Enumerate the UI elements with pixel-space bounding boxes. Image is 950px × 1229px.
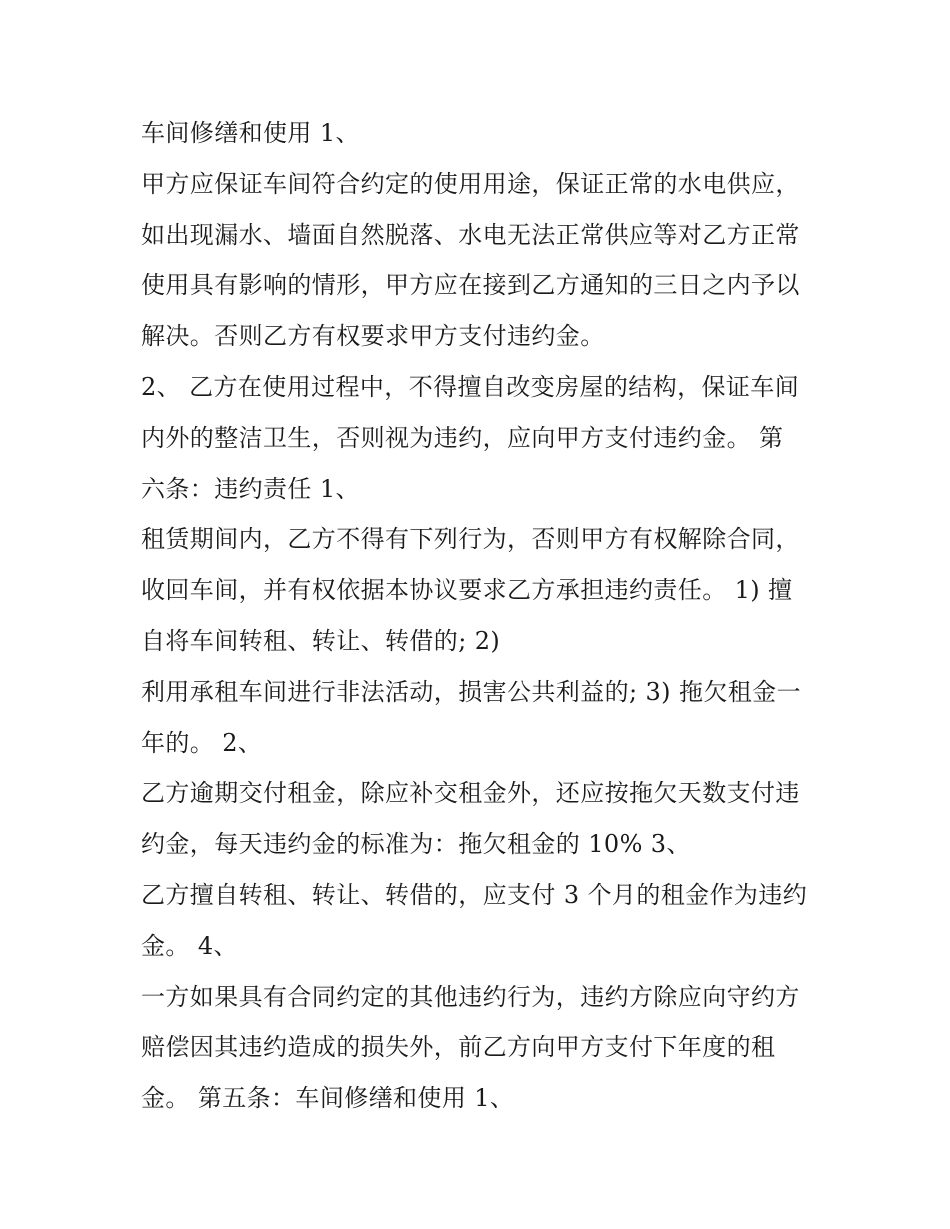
text-line: 租赁期间内，乙方不得有下列行为，否则甲方有权解除合同， — [141, 525, 800, 554]
document-body — [141, 108, 831, 1124]
text-line: 2、 乙方在使用过程中，不得擅自改变房屋的结构，保证车间 — [141, 372, 800, 401]
text-line: 自将车间转租、转让、转借的; 2) — [141, 626, 501, 655]
text-line: 内外的整洁卫生，否则视为违约，应向甲方支付违约金。 第 — [141, 423, 784, 452]
text-line: 赔偿因其违约造成的损失外，前乙方向甲方支付下年度的租 — [141, 1033, 776, 1062]
text-line: 一方如果具有合同约定的其他违约行为，违约方除应向守约方 — [141, 982, 800, 1011]
text-line: 如出现漏水、墙面自然脱落、水电无法正常供应等对乙方正常 — [141, 220, 800, 249]
text-line: 利用承租车间进行非法活动，损害公共利益的; 3) 拖欠租金一 — [141, 677, 801, 706]
text-line: 使用具有影响的情形，甲方应在接到乙方通知的三日之内予以 — [141, 271, 800, 300]
text-line: 年的。 2、 — [141, 728, 263, 757]
text-line: 乙方擅自转租、转让、转借的，应支付 3 个月的租金作为违约 — [141, 880, 808, 909]
text-line: 收回车间，并有权依据本协议要求乙方承担违约责任。 1) 擅 — [141, 576, 793, 605]
text-line: 金。 4、 — [141, 931, 238, 960]
text-line: 解决。否则乙方有权要求甲方支付违约金。 — [141, 322, 605, 351]
text-line: 六条：违约责任 1、 — [141, 474, 360, 503]
text-line: 甲方应保证车间符合约定的使用用途，保证正常的水电供应， — [141, 169, 800, 198]
text-line: 金。 第五条：车间修缮和使用 1、 — [141, 1084, 515, 1113]
text-line: 车间修缮和使用 1、 — [141, 119, 360, 147]
text-line: 乙方逾期交付租金，除应补交租金外，还应按拖欠天数支付违 — [141, 779, 800, 808]
text-line: 约金，每天违约金的标准为：拖欠租金的 10% 3、 — [141, 830, 691, 859]
